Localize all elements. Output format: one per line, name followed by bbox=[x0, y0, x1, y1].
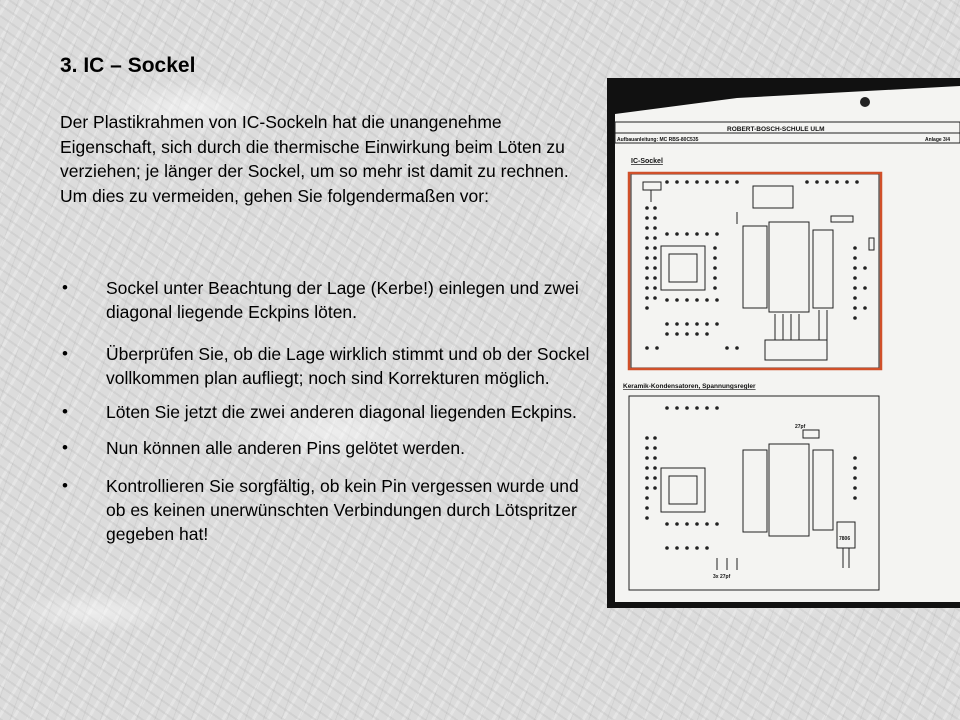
slide-title: 3. IC – Sockel bbox=[60, 54, 196, 77]
bullet-icon: • bbox=[62, 438, 68, 457]
pcb-scan-drawing bbox=[607, 78, 960, 608]
pcb-board-top bbox=[631, 174, 879, 368]
intro-paragraph: Der Plastikrahmen von IC-Sockeln hat die unangenehme Eigenschaft, sich durch die thermische Einwirkung beim Löten zu verziehen; je länger der Sockel, um so mehr ist damit zu rechnen. Um dies zu vermeiden, gehen Sie folgendermaßen vor: bbox=[60, 112, 569, 206]
bullet-icon: • bbox=[62, 476, 68, 495]
pcb-board-bottom bbox=[629, 396, 879, 590]
scan-label-3x27pf: 3x 27pf bbox=[713, 574, 731, 580]
pcb-layout-photo bbox=[607, 78, 960, 608]
scan-section4-title: Keramik-Kondensatoren, Spannungsregler bbox=[623, 383, 756, 390]
scan-section3-number: 3. bbox=[609, 158, 615, 165]
bullet-text: Löten Sie jetzt die zwei anderen diagonal liegenden Eckpins. bbox=[106, 402, 577, 422]
scan-header-right: Anlage 3/4 bbox=[925, 137, 951, 143]
bullet-icon: • bbox=[62, 344, 68, 363]
bullet-text: Kontrollieren Sie sorgfältig, ob kein Pin vergessen wurde und ob es keinen unerwünschten Verbindungen durch Lötspritzer gegeben hat! bbox=[106, 476, 579, 544]
highlight-frame bbox=[629, 173, 881, 369]
scan-header-left: Aufbauanleitung: MC RBS-80C535 bbox=[617, 137, 699, 143]
list-item bbox=[60, 436, 600, 460]
punch-hole-icon bbox=[860, 97, 870, 107]
scan-section3-title: IC-Sockel bbox=[631, 158, 663, 165]
bullet-text: Nun können alle anderen Pins gelötet werden. bbox=[106, 438, 465, 458]
list-item bbox=[60, 400, 600, 424]
list-item bbox=[60, 276, 600, 324]
bullet-icon: • bbox=[62, 402, 68, 421]
scan-school-name: ROBERT-BOSCH-SCHULE ULM bbox=[727, 126, 825, 133]
bullet-icon: • bbox=[62, 278, 68, 297]
scan-label-regulator: 7806 bbox=[839, 536, 851, 542]
bullet-text: Überprüfen Sie, ob die Lage wirklich stimmt und ob der Sockel vollkommen plan aufliegt; noch sind Korrekturen möglich. bbox=[106, 344, 590, 388]
list-item bbox=[60, 342, 600, 390]
bullet-text: Sockel unter Beachtung der Lage (Kerbe!) einlegen und zwei diagonal liegende Eckpins löten. bbox=[106, 278, 579, 322]
instruction-list bbox=[60, 276, 600, 546]
scan-label-27pf: 27pf bbox=[795, 424, 806, 430]
list-item bbox=[60, 474, 600, 546]
scan-section4-number: 4. bbox=[609, 383, 615, 390]
